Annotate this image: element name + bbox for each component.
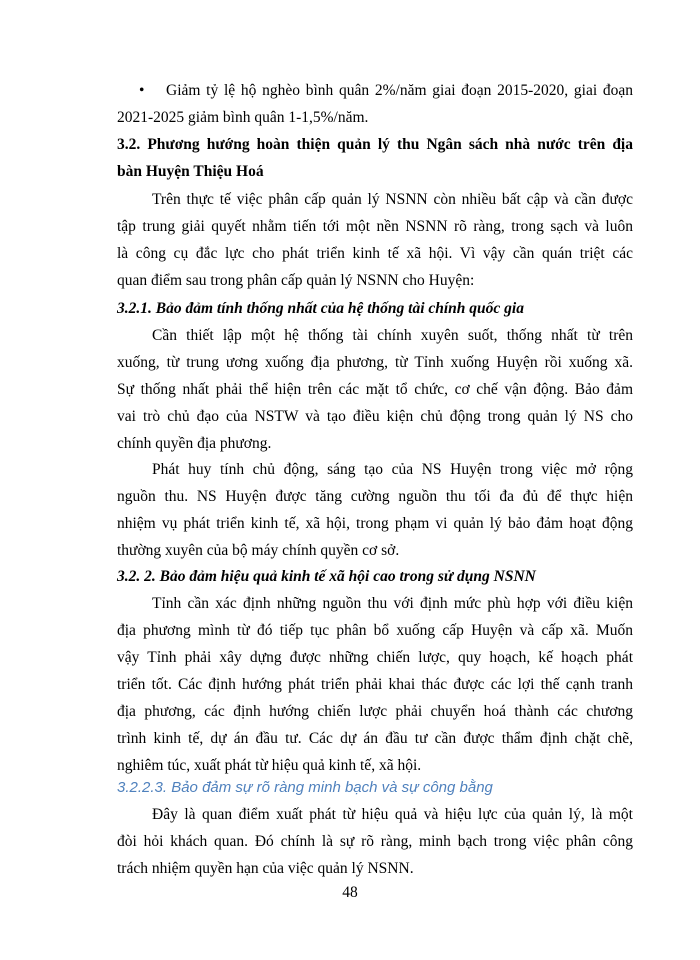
paragraph-line: Tỉnh cần xác định những nguồn thu với định mức phù hợp với điều kiện — [152, 595, 633, 612]
bullet-text-line-2: 2021-2025 giảm bình quân 1-1,5%/năm. — [117, 109, 369, 126]
heading-line: 3.2.1. Bảo đảm tính thống nhất của hệ thống tài chính quốc gia — [117, 300, 524, 317]
section-heading-3-2-2-3 — [117, 774, 633, 801]
bullet-text-line-1: Giảm tỷ lệ hộ nghèo bình quân 2%/năm giai đoạn 2015-2020, giai đoạn — [166, 82, 633, 99]
paragraph-line: Phát huy tính chủ động, sáng tạo của NS Huyện trong việc mở rộng — [152, 461, 633, 478]
heading-line: bàn Huyện Thiệu Hoá — [117, 163, 264, 180]
paragraph-line: triển tốt. Các định hướng phát triển phải khai thác được các lợi thế cạnh tranh — [117, 676, 633, 693]
paragraph-line: là công cụ đắc lực cho phát triển kinh tế xã hội. Vì vậy cần quán triệt các — [117, 245, 633, 262]
paragraph-line: địa phương mình từ đó tiếp tục phân bổ xuống cấp Huyện và cấp xã. Muốn — [117, 622, 633, 639]
paragraph — [117, 186, 633, 294]
paragraph-line: vậy Tỉnh phải xây dựng được những chiến lược, quy hoạch, kế hoạch phát — [117, 649, 633, 666]
bullet-dot-icon: • — [139, 82, 145, 99]
heading-line: 3.2. 2. Bảo đảm hiệu quả kinh tế xã hội cao trong sử dụng NSNN — [117, 568, 536, 585]
paragraph-line: xuống, từ trung ương xuống địa phương, từ Tỉnh xuống Huyện rồi xuống xã. — [117, 354, 633, 371]
paragraph-line: Sự thống nhất phải thể hiện trên các mặt tổ chức, cơ chế vận động. Bảo đảm — [117, 381, 633, 398]
paragraph-line: đòi hỏi khách quan. Đó chính là sự rõ ràng, minh bạch trong việc phân công — [117, 833, 633, 850]
bullet-item — [139, 77, 633, 104]
paragraph-line: Trên thực tế việc phân cấp quản lý NSNN còn nhiều bất cập và cần được — [152, 191, 633, 208]
paragraph — [117, 456, 633, 564]
paragraph-line: chính quyền địa phương. — [117, 435, 272, 452]
section-heading-3-2 — [117, 131, 633, 185]
paragraph-line: Đây là quan điểm xuất phát từ hiệu quả và hiệu lực của quản lý, là một — [152, 806, 633, 823]
heading-line: 3.2. Phương hướng hoàn thiện quản lý thu Ngân sách nhà nước trên địa — [117, 136, 633, 153]
section-heading-3-2-1 — [117, 295, 633, 322]
heading-line: 3.2.2.3. Bảo đảm sự rõ ràng minh bạch và sự công bằng — [117, 779, 493, 796]
paragraph-line: thường xuyên của bộ máy chính quyền cơ sở. — [117, 542, 400, 559]
paragraph-line: địa phương, các định hướng chiến lược phải chuyển hoá thành các chương — [117, 703, 633, 720]
bullet-continuation — [117, 104, 633, 131]
section-heading-3-2-2 — [117, 563, 633, 590]
paragraph — [117, 801, 633, 882]
page-number: 48 — [342, 884, 358, 901]
paragraph-line: trách nhiệm quyền hạn của việc quản lý NSNN. — [117, 860, 414, 877]
paragraph — [117, 322, 633, 457]
paragraph-line: quan điểm sau trong phân cấp quản lý NSNN cho Huyện: — [117, 272, 475, 289]
paragraph-line: vai trò chủ đạo của NSTW và tạo điều kiện chủ động trong quản lý NS cho — [117, 408, 633, 425]
paragraph-line: nghiêm túc, xuất phát từ hiệu quả kinh tế, xã hội. — [117, 757, 422, 774]
paragraph-line: trình kinh tế, dự án đầu tư. Các dự án đầu tư cần được thẩm định chặt chẽ, — [117, 730, 633, 747]
paragraph-line: nguồn thu. NS Huyện được tăng cường nguồn thu tối đa đủ để thực hiện — [117, 488, 633, 505]
paragraph — [117, 590, 633, 779]
paragraph-line: nhiệm vụ phát triển kinh tế, xã hội, trong phạm vi quản lý bảo đảm hoạt động — [117, 515, 633, 532]
paragraph-line: Cần thiết lập một hệ thống tài chính xuyên suốt, thống nhất từ trên — [152, 327, 633, 344]
paragraph-line: tập trung giải quyết nhằm tiến tới một nền NSNN rõ ràng, trong sạch và luôn — [117, 218, 633, 235]
